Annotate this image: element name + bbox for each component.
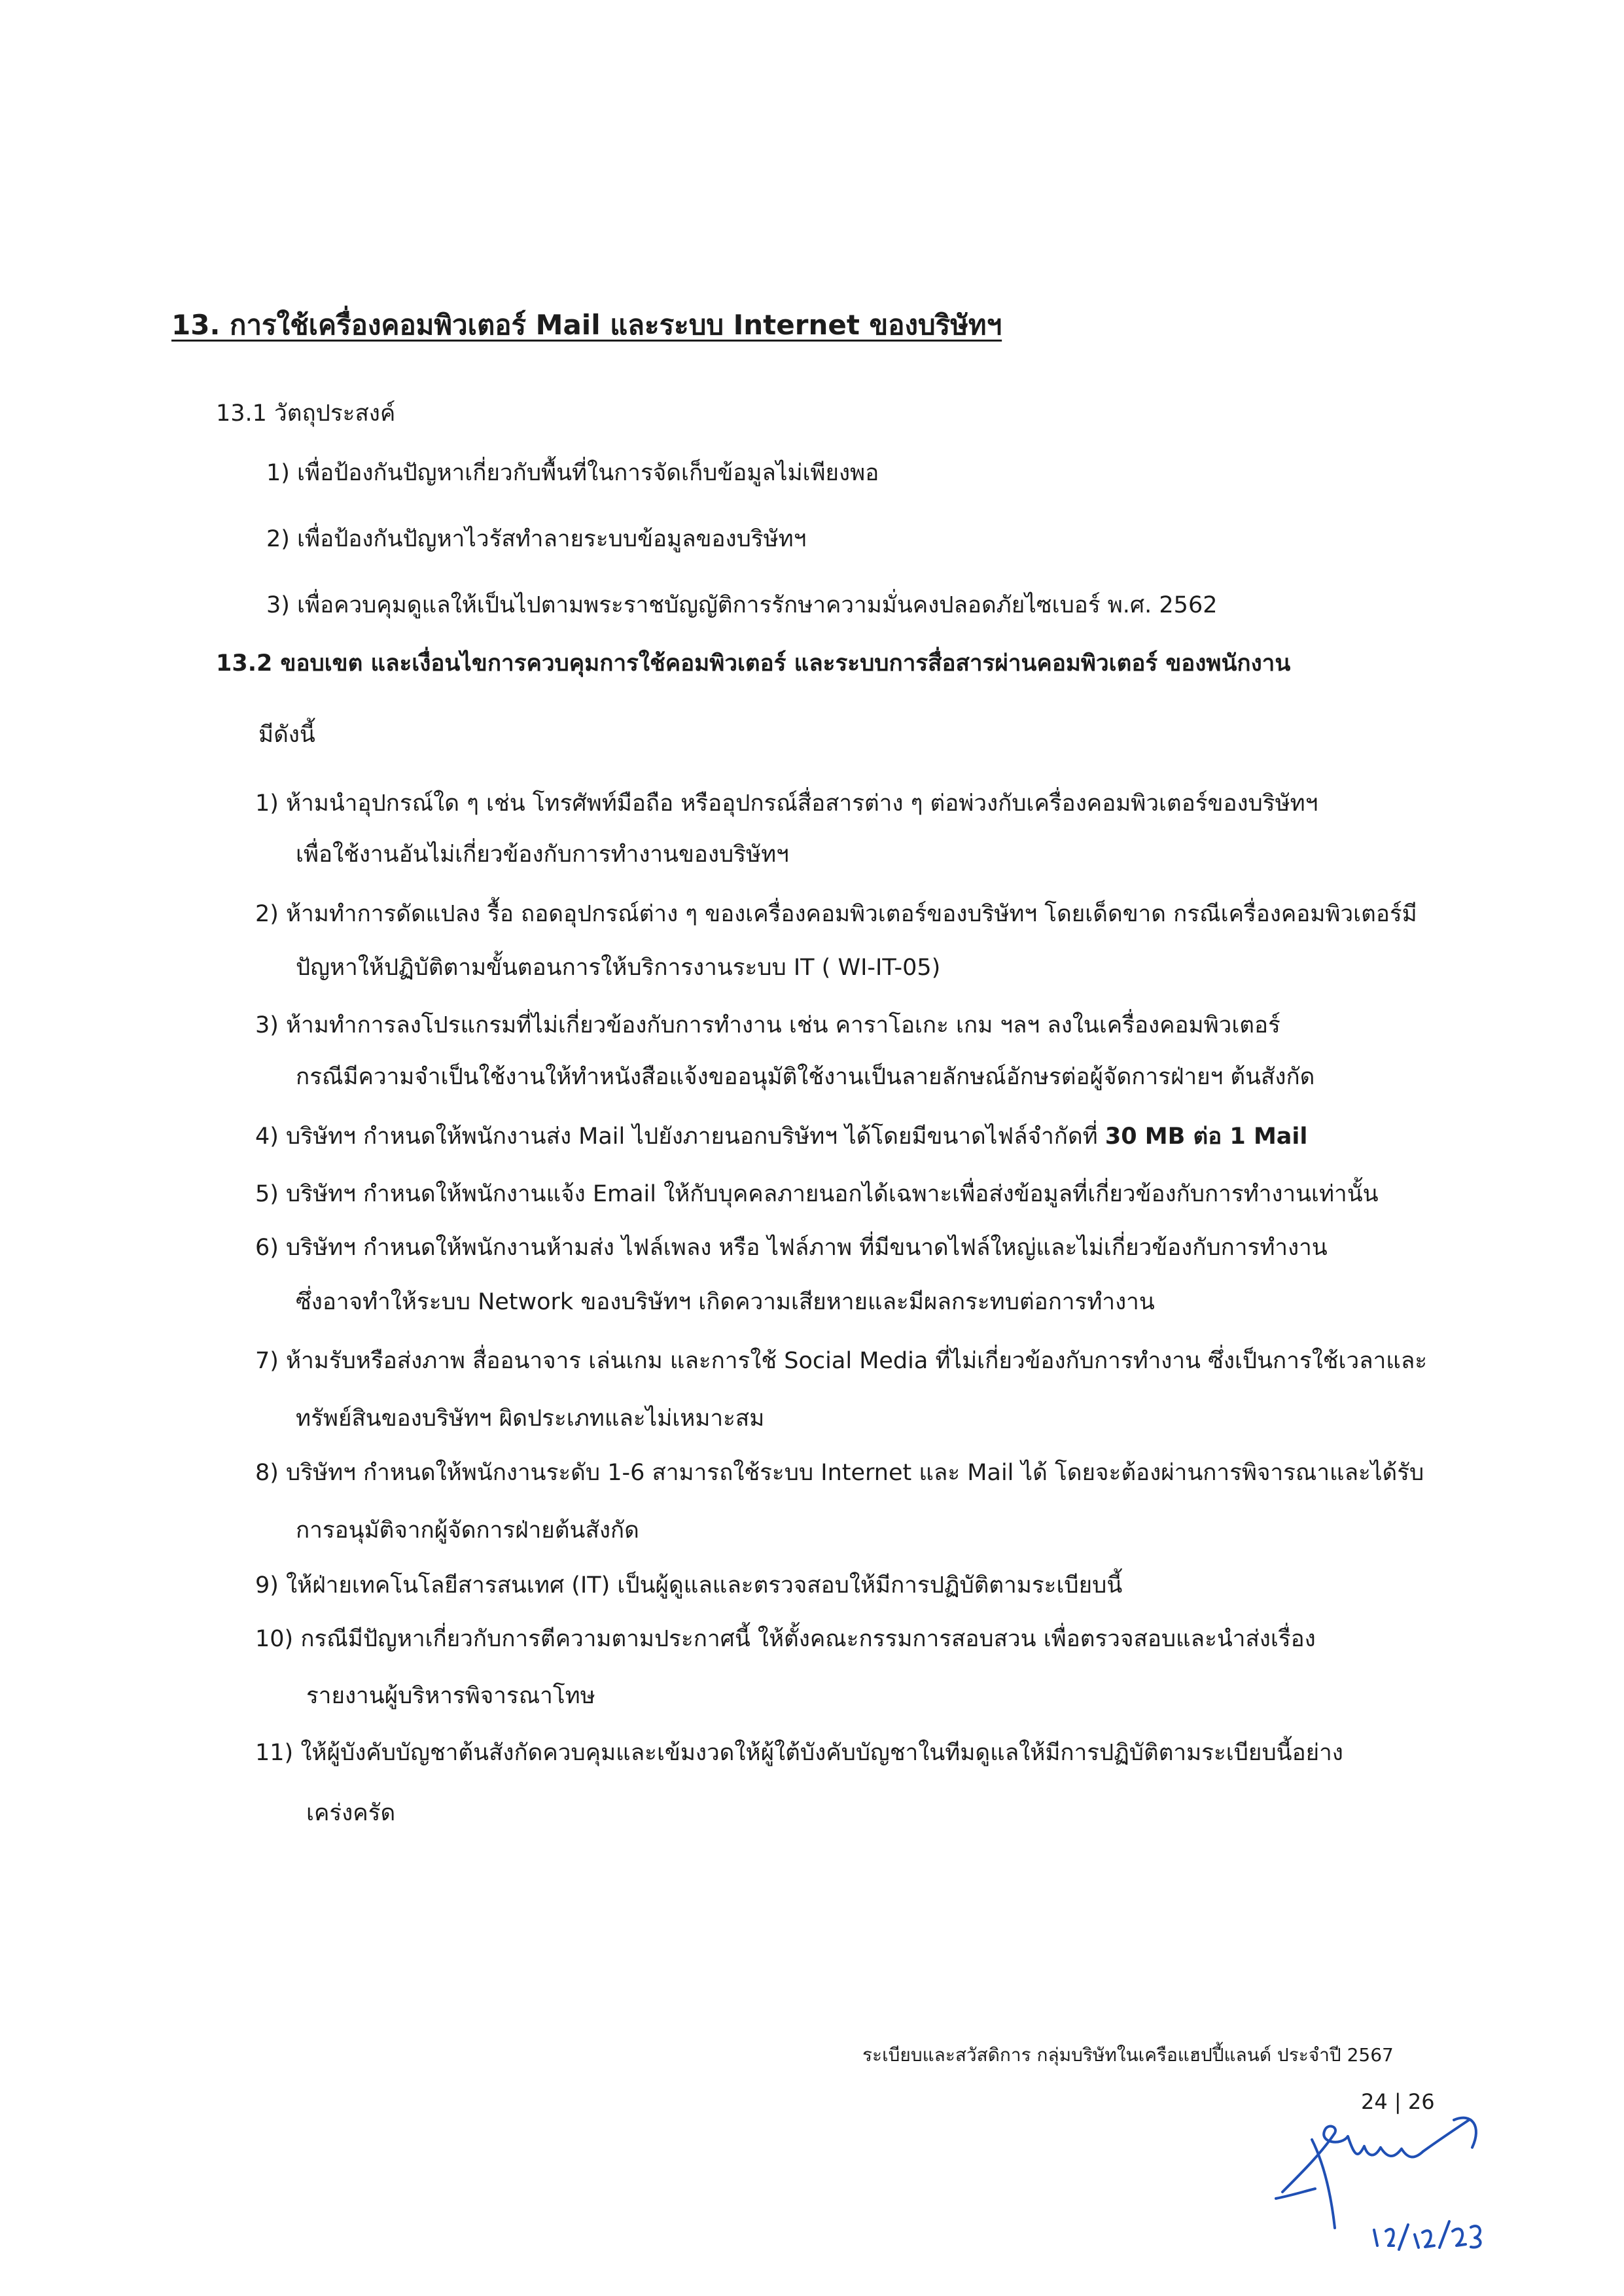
rule-item-line: การอนุมัติจากผู้จัดการฝ่ายต้นสังกัด xyxy=(296,1517,639,1544)
rule-item-line: 11) ให้ผู้บังคับบัญชาต้นสังกัดควบคุมและเข้มงวดให้ผู้ใต้บังคับบัญชาในทีมดูแลให้มีการปฏิบัติตามระเบียบนี้อย่าง xyxy=(255,1740,1343,1766)
page-number: 24 | 26 xyxy=(1361,2089,1435,2114)
rule-item-line: ปัญหาให้ปฏิบัติตามขั้นตอนการให้บริการงานระบบ IT ( WI-IT-05) xyxy=(296,955,941,981)
rule-item-line: 3) ห้ามทำการลงโปรแกรมที่ไม่เกี่ยวข้องกับการทำงาน เช่น คาราโอเกะ เกม ฯลฯ ลงในเครื่องคอมพิวเตอร์ xyxy=(255,1012,1280,1038)
section-heading: 13. การใช้เครื่องคอมพิวเตอร์ Mail และระบบ Internet ของบริษัทฯ xyxy=(171,309,1002,341)
rule-item-line: 5) บริษัทฯ กำหนดให้พนักงานแจ้ง Email ให้กับบุคคลภายนอกได้เฉพาะเพื่อส่งข้อมูลที่เกี่ยวข้องกับการทำงานเท่านั้น xyxy=(255,1181,1379,1207)
rule-item-line: 6) บริษัทฯ กำหนดให้พนักงานห้ามส่ง ไฟล์เพลง หรือ ไฟล์ภาพ ที่มีขนาดไฟล์ใหญ่และไม่เกี่ยวข้องกับการทำงาน xyxy=(255,1235,1328,1261)
rule-item-line: 7) ห้ามรับหรือส่งภาพ สื่ออนาจาร เล่นเกม และการใช้ Social Media ที่ไม่เกี่ยวข้องกับการทำงาน ซึ่งเป็นการใช้เวลาและ xyxy=(255,1348,1428,1374)
rule-item-line: 9) ให้ฝ่ายเทคโนโลยีสารสนเทศ (IT) เป็นผู้ดูแลและตรวจสอบให้มีการปฏิบัติตามระเบียบนี้ xyxy=(255,1572,1123,1598)
rule-item-line: 8) บริษัทฯ กำหนดให้พนักงานระดับ 1-6 สามารถใช้ระบบ Internet และ Mail ได้ โดยจะต้องผ่านการพิจารณาและได้รับ xyxy=(255,1460,1424,1486)
rule-item-line: ซึ่งอาจทำให้ระบบ Network ของบริษัทฯ เกิดความเสียหายและมีผลกระทบต่อการทำงาน xyxy=(296,1289,1155,1315)
rule-item-line: เพื่อใช้งานอันไม่เกี่ยวข้องกับการทำงานของบริษัทฯ xyxy=(296,841,789,868)
rule-item-line: เคร่งครัด xyxy=(306,1800,396,1826)
signature-image xyxy=(1263,2094,1538,2251)
footer-title: ระเบียบและสวัสดิการ กลุ่มบริษัทในเครือแฮปปี้แลนด์ ประจำปี 2567 xyxy=(862,2044,1394,2066)
objective-item: 1) เพื่อป้องกันปัญหาเกี่ยวกับพื้นที่ในการจัดเก็บข้อมูลไม่เพียงพอ xyxy=(266,460,879,486)
objective-item: 3) เพื่อควบคุมดูแลให้เป็นไปตามพระราชบัญญัติการรักษาความมั่นคงปลอดภัยไซเบอร์ พ.ศ. 2562 xyxy=(266,592,1218,618)
rule-item-line: 10) กรณีมีปัญหาเกี่ยวกับการตีความตามประกาศนี้ ให้ตั้งคณะกรรมการสอบสวน เพื่อตรวจสอบและนำส่งเรื่อง xyxy=(255,1626,1316,1652)
rule-item-line: 1) ห้ามนำอุปกรณ์ใด ๆ เช่น โทรศัพท์มือถือ หรืออุปกรณ์สื่อสารต่าง ๆ ต่อพ่วงกับเครื่องคอมพิวเตอร์ของบริษัทฯ xyxy=(255,790,1318,817)
rule-item-line: 2) ห้ามทำการดัดแปลง รื้อ ถอดอุปกรณ์ต่าง ๆ ของเครื่องคอมพิวเตอร์ของบริษัทฯ โดยเด็ดขาด กรณีเครื่องคอมพิวเตอร์มี xyxy=(255,901,1417,927)
rule-item-line: รายงานผู้บริหารพิจารณาโทษ xyxy=(306,1683,595,1709)
rule-item-line: กรณีมีความจำเป็นใช้งานให้ทำหนังสือแจ้งขออนุมัติใช้งานเป็นลายลักษณ์อักษรต่อผู้จัดการฝ่ายฯ ต้นสังกัด xyxy=(296,1064,1315,1090)
scope-title: 13.2 ขอบเขต และเงื่อนไขการควบคุมการใช้คอมพิวเตอร์ และระบบการสื่อสารผ่านคอมพิวเตอร์ ของพนักงาน xyxy=(216,650,1291,677)
mail-size-limit: 30 MB ต่อ 1 Mail xyxy=(1104,1123,1308,1150)
objectives-title: 13.1 วัตถุประสงค์ xyxy=(216,400,396,427)
rule-item-text: 4) บริษัทฯ กำหนดให้พนักงานส่ง Mail ไปยังภายนอกบริษัทฯ ได้โดยมีขนาดไฟล์จำกัดที่ xyxy=(255,1123,1098,1150)
objective-item: 2) เพื่อป้องกันปัญหาไวรัสทำลายระบบข้อมูลของบริษัทฯ xyxy=(266,526,807,552)
rule-item-line xyxy=(255,1120,1307,1153)
scope-subtitle: มีดังนี้ xyxy=(258,722,315,748)
rule-item-line: ทรัพย์สินของบริษัทฯ ผิดประเภทและไม่เหมาะสม xyxy=(296,1405,765,1432)
